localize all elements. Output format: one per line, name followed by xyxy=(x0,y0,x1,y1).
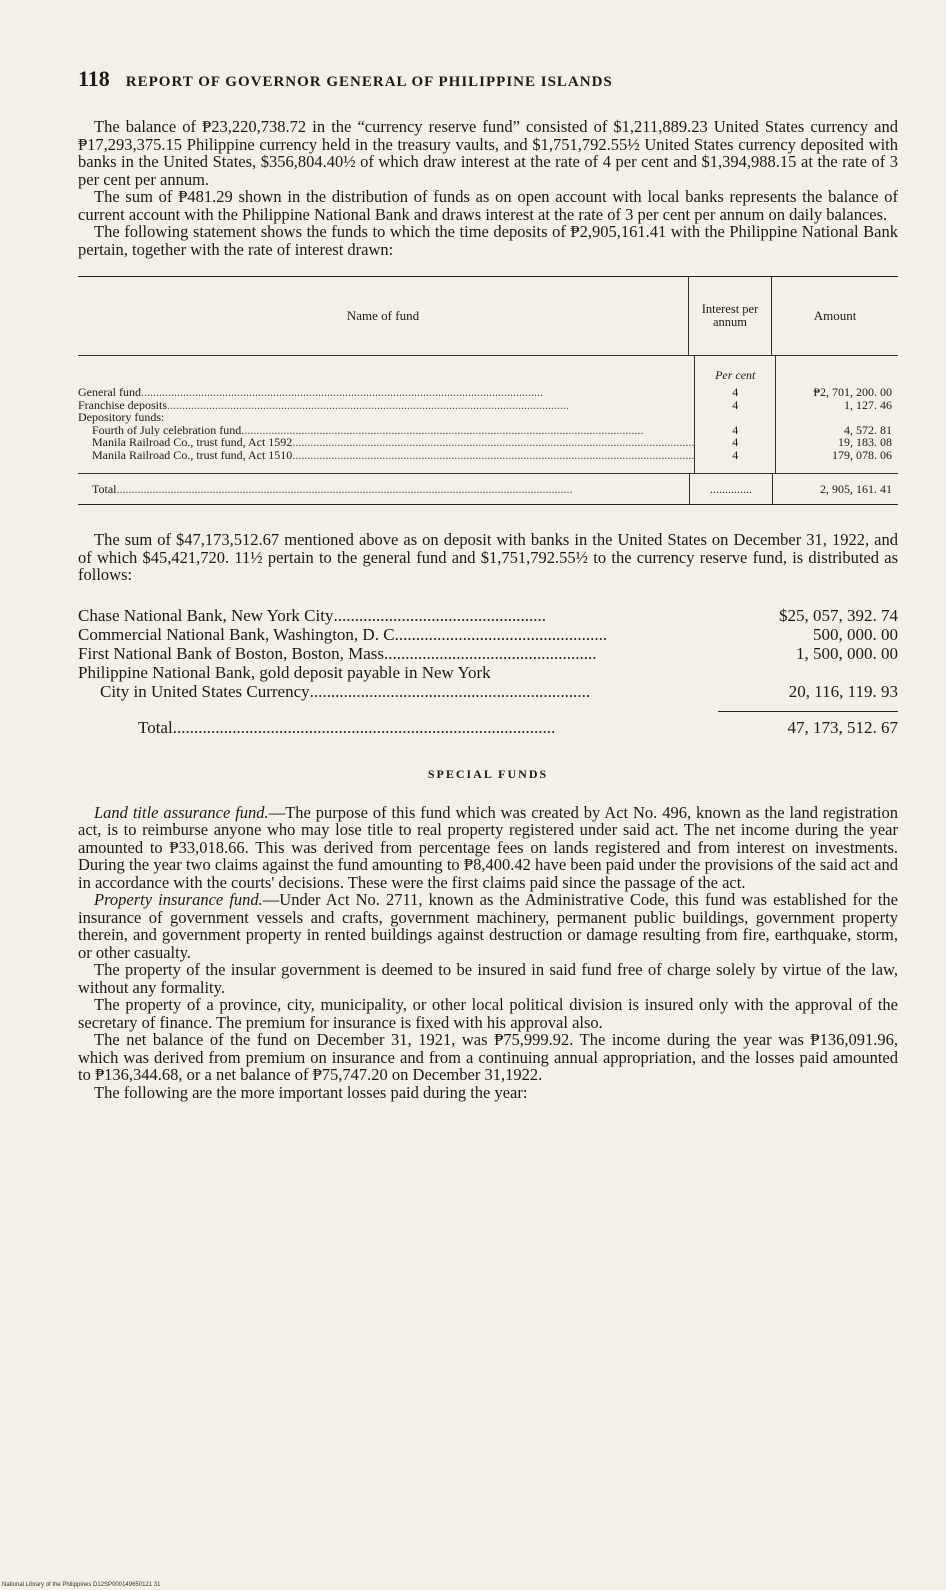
amount-cell xyxy=(776,411,892,424)
paragraph: The property of a province, city, municipality, or other local political division is insured only with the approval of the secretary of finance. The premium for insurance is fixed with his approval also. xyxy=(78,995,898,1032)
paragraph: The property of the insular government is deemed to be insured in said fund free of charge solely by virtue of the law, without any formality. xyxy=(78,960,898,997)
list-item: First National Bank of Boston, Boston, Mass .................................................. 1, 500, 000. 00 xyxy=(78,643,898,663)
total-label: Total xyxy=(92,482,117,496)
list-item: Chase National Bank, New York City .................................................. $25, 057, 392. 74 xyxy=(78,605,898,625)
rate-cell xyxy=(695,411,775,424)
rate-unit: Per cent xyxy=(715,368,756,382)
table-row: Franchise deposits ...................................................................................................................................... xyxy=(78,398,569,411)
table-header xyxy=(78,277,898,356)
col-header-rate: Interest per annum xyxy=(688,277,771,355)
name-column xyxy=(78,356,694,473)
bank-list xyxy=(78,606,898,737)
list-item: Philippine National Bank, gold deposit payable in New York xyxy=(78,662,491,682)
amount-column xyxy=(775,356,898,473)
list-item: City in United States Currency .................................................................. 20, 116, 119. 93 xyxy=(100,681,898,701)
rate-column xyxy=(694,356,775,473)
paragraph: The following statement shows the funds to which the time deposits of ₱2,905,161.41 with the Philippine National Bank pertain, together with the rate of interest drawn: xyxy=(78,222,898,259)
table-row: Manila Railroad Co., trust fund, Act 1592 ...................................................................................................................................... xyxy=(92,436,695,449)
amount-cell: 179, 078. 06 xyxy=(832,448,892,461)
amount-cell: 4, 572. 81 xyxy=(844,423,892,436)
paragraph: Land title assurance fund.—The purpose of this fund which was created by Act No. 496, known as the land registration act, is to reimburse anyone who may lose title to real property registered under said act. The net income during the year amounted to ₱33,018.66. This was derived from percentage fees on lands registered and from interest on investments. During the year two claims against the fund amounting to ₱8,400.42 have been paid under the provisions of the said act and in accordance with the courts' decisions. These were the first claims paid since the passage of the act. xyxy=(78,802,898,892)
paragraph: The sum of ₱481.29 shown in the distribution of funds as on open account with local banks represents the balance of current account with the Philippine National Bank and draws interest at the rate of 3 per cent per annum on daily balances. xyxy=(78,187,898,224)
property-title-heading: Property insurance fund. xyxy=(94,890,263,909)
section-title: SPECIAL FUNDS xyxy=(427,766,549,781)
document-page xyxy=(78,66,898,1101)
paragraph: The net balance of the fund on December 31, 1921, was ₱75,999.92. The income during the year was ₱136,091.96, which was derived from premium on insurance and from a continuing annual appropriation, and the losses paid amounted to ₱136,344.68, or a net balance of ₱75,747.20 on December 31,1922. xyxy=(78,1030,898,1084)
running-title: REPORT OF GOVERNOR GENERAL OF PHILIPPINE ISLANDS xyxy=(125,74,613,90)
amount-cell: ₱2, 701, 200. 00 xyxy=(813,386,892,399)
table-total-row: Total ........................................................................................................................................................ .............. 2, 905, 161. 41 xyxy=(78,473,898,504)
paragraph: The following are the more important losses paid during the year: xyxy=(94,1082,528,1102)
table-row: General fund ...................................................................................................................................... xyxy=(78,386,543,399)
paragraph: The sum of $47,173,512.67 mentioned above as on deposit with banks in the United States on December 31, 1922, and of which $45,421,720. 11½ pertain to the general fund and $1,751,792.55½ to the currency reserve fund, is distributed as follows: xyxy=(78,530,898,584)
land-title-heading: Land title assurance fund. xyxy=(94,802,269,822)
table-row: Depository funds: xyxy=(78,411,165,424)
page-number: 118 xyxy=(78,66,110,91)
rate-cell: 4 xyxy=(732,448,739,461)
rate-cell: 4 xyxy=(732,386,739,399)
bank-total: Total .......................................................................................... 47, 173, 512. 67 xyxy=(138,717,898,737)
paragraph: Property insurance fund.—Under Act No. 2711, known as the Administrative Code, this fund was established for the insurance of government vessels and crafts, government machinery, permanent public buildings, government property therein, and government property in rented buildings against destruction or damage resulting from fire, earthquake, storm, or other casualty. xyxy=(78,890,898,962)
amount-cell: 1, 127. 46 xyxy=(844,398,892,411)
scan-footer: National Library of the Philippines D12SP000149650121 31 xyxy=(2,1582,161,1588)
total-rule xyxy=(718,711,898,712)
rate-cell: 4 xyxy=(732,436,739,449)
total-amount: 2, 905, 161. 41 xyxy=(772,474,898,504)
page-header xyxy=(78,66,898,92)
fund-table xyxy=(78,276,898,505)
table-row: Fourth of July celebration fund ...................................................................................................................................... xyxy=(92,423,644,436)
paragraph: The balance of ₱23,220,738.72 in the “currency reserve fund” consisted of $1,211,889.23 United States currency and ₱17,293,375.15 Philippine currency held in the treasury vaults, and $1,751,792.55½ United States currency deposited with banks in the United States, $356,804.40½ of which draw interest at the rate of 4 per cent and $1,394,988.15 at the rate of 3 per cent per annum. xyxy=(78,117,898,189)
rate-cell: 4 xyxy=(732,398,739,411)
rate-cell: 4 xyxy=(732,423,739,436)
list-item: Commercial National Bank, Washington, D. C .................................................. 500, 000. 00 xyxy=(78,624,898,644)
col-header-name: Name of fund xyxy=(346,308,420,323)
table-row: Manila Railroad Co., trust fund, Act 1510 ...................................................................................................................................... xyxy=(92,448,695,461)
amount-cell: 19, 183. 08 xyxy=(838,436,892,449)
col-header-amount: Amount xyxy=(771,277,898,355)
table-body xyxy=(78,356,898,473)
